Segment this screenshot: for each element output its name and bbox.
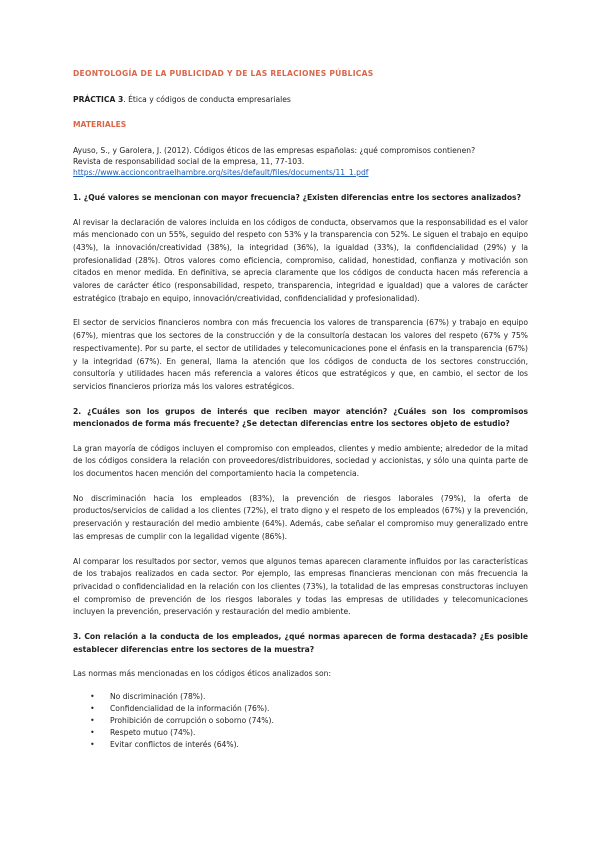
list-item: • No discriminación (78%).	[90, 691, 206, 701]
bullet-icon: •	[90, 727, 95, 737]
bullet-icon: •	[90, 703, 95, 713]
norms-list	[73, 691, 528, 751]
answer-1-paragraph-1: Al revisar la declaración de valores incluida en los códigos de conducta, observamos que la responsabilidad es el valor más mencionado con un 55%, seguido del respeto con 53% y la transparencia con 52%. Le siguen el trabajo en equipo (43%), la innovación/creatividad (38%), la integridad (36%), la igualdad (33%), la confidencialidad (29%) y la profesionalidad (28%). Otros valores como eficiencia, compromiso, calidad, honestidad, confianza y motivación son citados en menor medida. En definitiva, se aprecia claramente que los códigos de conducta hacen más referencia a valores de carácter ético (responsabilidad, respeto, transparencia, integridad e igualdad) que a valores de carácter estratégico (trabajo en equipo, innovación/creatividad, confidencialidad y profesionalidad).	[73, 217, 528, 303]
question-2: 2. ¿Cuáles son los grupos de interés que reciben mayor atención? ¿Cuáles son los compromisos mencionados de forma más frecuente? ¿Se detectan diferencias entre los sectores objeto de estudio?	[73, 406, 528, 429]
bullet-icon: •	[90, 739, 95, 749]
document-title: DEONTOLOGÍA DE LA PUBLICIDAD Y DE LAS RELACIONES PÚBLICAS	[73, 69, 374, 78]
practice-label: PRÁCTICA 3	[73, 95, 124, 104]
reference-link[interactable]: https://www.accioncontraelhambre.org/sites/default/files/documents/11_1.pdf	[73, 168, 369, 177]
answer-2-paragraph-3: Al comparar los resultados por sector, vemos que algunos temas aparecen claramente influidos por las características de los trabajos realizados en cada sector. Por ejemplo, las empresas financieras mencionan con más frecuencia la privacidad o confidencialidad en la relación con los clientes (73%), la totalidad de las empresas constructoras incluyen el compromiso de prevención de los riesgos laborales y todas las empresas de utilidades y telecomunicaciones incluyen la prevención, preservación y restauración del medio ambiente.	[73, 556, 528, 617]
question-1: 1. ¿Qué valores se mencionan con mayor frecuencia? ¿Existen diferencias entre los sectores analizados?	[73, 193, 521, 202]
bullet-icon: •	[90, 715, 95, 725]
answer-2-paragraph-2: No discriminación hacia los empleados (83%), la prevención de riesgos laborales (79%), la oferta de productos/servicios de calidad a los clientes (72%), el trato digno y el respeto de los empleados (67%) y la prevención, preservación y restauración del medio ambiente (64%). Además, cabe señalar el compromiso muy generalizado entre las empresas de cumplir con la legalidad vigente (86%).	[73, 493, 528, 541]
materials-heading: MATERIALES	[73, 120, 127, 129]
practice-text: . Ética y códigos de conducta empresariales	[123, 95, 291, 104]
answer-2-paragraph-1: La gran mayoría de códigos incluyen el compromiso con empleados, clientes y medio ambiente; alrededor de la mitad de los códigos considera la relación con proveedores/distribuidores, sociedad y accionistas, y sólo una quinta parte de los documentos hacen mención del comportamiento hacia la competencia.	[73, 443, 528, 479]
list-item: • Respeto mutuo (74%).	[90, 727, 196, 737]
list-item: • Confidencialidad de la información (76%).	[90, 703, 270, 713]
list-item: • Prohibición de corrupción o soborno (74%).	[90, 715, 274, 725]
reference-line-1: Ayuso, S., y Garolera, J. (2012). Códigos éticos de las empresas españolas: ¿qué compromisos contienen?	[73, 146, 476, 155]
reference-line-2: Revista de responsabilidad social de la empresa, 11, 77-103.	[73, 157, 305, 166]
answer-3-intro: Las normas más mencionadas en los códigos éticos analizados son:	[73, 669, 332, 679]
practice-heading	[73, 95, 528, 104]
bullet-icon: •	[90, 691, 95, 701]
list-item: • Evitar conflictos de interés (64%).	[90, 739, 239, 749]
answer-1-paragraph-2: El sector de servicios financieros nombra con más frecuencia los valores de transparencia (67%) y trabajo en equipo (67%), mientras que los sectores de la construcción y de la consultoría destacan los valores del respeto (67% y 75% respectivamente). Por su parte, el sector de utilidades y telecomunicaciones pone el énfasis en la transparencia (67%) y la integridad (67%). En general, llama la atención que los códigos de conducta de los sectores construcción, consultoría y utilidades hacen más referencia a valores éticos que estratégicos y que, en cambio, el sector de los servicios financieros prioriza más los valores estratégicos.	[73, 318, 528, 391]
reference-block	[73, 145, 528, 178]
question-3: 3. Con relación a la conducta de los empleados, ¿qué normas aparecen de forma destacada? ¿Es posible establecer diferencias entre los sectores de la muestra?	[73, 632, 528, 654]
